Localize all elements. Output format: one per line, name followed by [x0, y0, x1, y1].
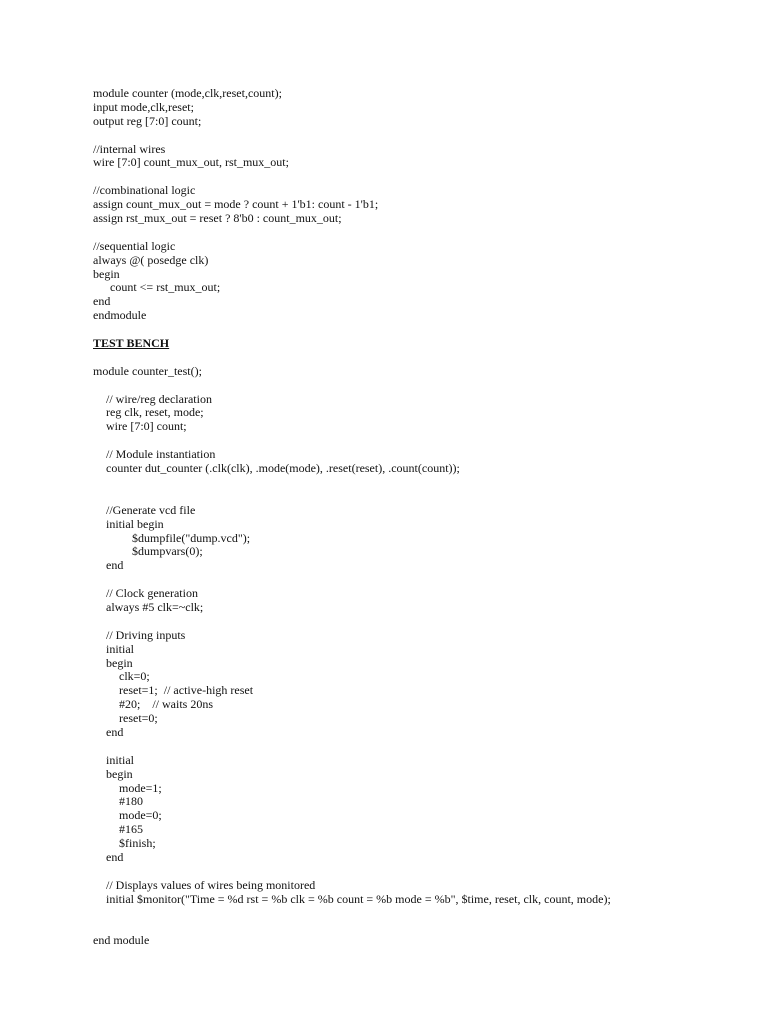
- begin-keyword: begin: [106, 766, 133, 781]
- end-keyword: end: [106, 558, 124, 573]
- end-module-keyword: end module: [93, 933, 150, 948]
- clock-generation: always #5 clk=~clk;: [106, 599, 204, 614]
- wire-reg-comment: // wire/reg declaration: [106, 391, 212, 406]
- finish-call: $finish;: [119, 836, 156, 851]
- vcd-comment: //Generate vcd file: [106, 502, 196, 517]
- blank-line: [93, 740, 753, 754]
- blank-line: [93, 490, 753, 504]
- mode-set-1: mode=1;: [119, 780, 162, 795]
- blank-line: [93, 351, 753, 365]
- reg-declaration: reg clk, reset, mode;: [106, 405, 204, 420]
- blank-line: [93, 379, 753, 393]
- reset-deassert: reset=0;: [119, 711, 158, 726]
- dumpfile-call: $dumpfile("dump.vcd");: [132, 530, 251, 545]
- wire-count-declaration: wire [7:0] count;: [106, 419, 187, 434]
- count-assignment: count <= rst_mux_out;: [110, 280, 221, 295]
- module-instantiation: counter dut_counter (.clk(clk), .mode(mode), .reset(reset), .count(count));: [106, 461, 460, 476]
- combinational-comment: //combinational logic: [93, 183, 196, 198]
- end-keyword: end: [93, 294, 111, 309]
- dumpvars-call: $dumpvars(0);: [132, 544, 203, 559]
- reset-assert: reset=1; // active-high reset: [119, 683, 254, 698]
- input-declaration: input mode,clk,reset;: [93, 99, 194, 114]
- sequential-comment: //sequential logic: [93, 238, 176, 253]
- end-keyword: end: [106, 724, 124, 739]
- endmodule-keyword: endmodule: [93, 308, 147, 323]
- blank-line: [93, 573, 753, 587]
- assign-count-mux: assign count_mux_out = mode ? count + 1'b1: count - 1'b1;: [93, 197, 379, 212]
- blank-line: [93, 323, 753, 337]
- blank-line: [93, 615, 753, 629]
- instantiation-comment: // Module instantiation: [106, 447, 216, 462]
- monitor-statement: initial $monitor("Time = %d rst = %b clk = %b count = %b mode = %b", $time, reset, clk, count, mode);: [106, 891, 611, 906]
- assign-rst-mux: assign rst_mux_out = reset ? 8'b0 : count_mux_out;: [93, 211, 342, 226]
- blank-line: [93, 434, 753, 448]
- internal-wires-comment: //internal wires: [93, 141, 166, 156]
- test-bench-heading: TEST BENCH: [93, 336, 170, 351]
- driving-inputs-comment: // Driving inputs: [106, 627, 186, 642]
- blank-line: [93, 476, 753, 490]
- blank-line: [93, 907, 753, 921]
- end-keyword: end: [106, 849, 124, 864]
- blank-line: [93, 170, 753, 184]
- clock-comment: // Clock generation: [106, 586, 198, 601]
- initial-keyword: initial: [106, 641, 134, 656]
- module-declaration: module counter (mode,clk,reset,count);: [93, 86, 282, 100]
- delay-165: #165: [119, 822, 143, 837]
- always-block: always @( posedge clk): [93, 252, 209, 267]
- mode-set-0: mode=0;: [119, 808, 162, 823]
- initial-begin: initial begin: [106, 516, 164, 531]
- blank-line: [93, 226, 753, 240]
- begin-keyword: begin: [106, 655, 133, 670]
- blank-line: [93, 865, 753, 879]
- output-declaration: output reg [7:0] count;: [93, 113, 202, 128]
- code-listing: [93, 87, 753, 948]
- monitor-comment: // Displays values of wires being monitored: [106, 877, 316, 892]
- delay-180: #180: [119, 794, 143, 809]
- testbench-module-declaration: module counter_test();: [93, 363, 202, 378]
- blank-line: [93, 920, 753, 934]
- clk-init: clk=0;: [119, 669, 150, 684]
- wait-delay: #20; // waits 20ns: [119, 697, 214, 712]
- initial-keyword: initial: [106, 752, 134, 767]
- wire-declaration: wire [7:0] count_mux_out, rst_mux_out;: [93, 155, 289, 170]
- begin-keyword: begin: [93, 266, 120, 281]
- blank-line: [93, 129, 753, 143]
